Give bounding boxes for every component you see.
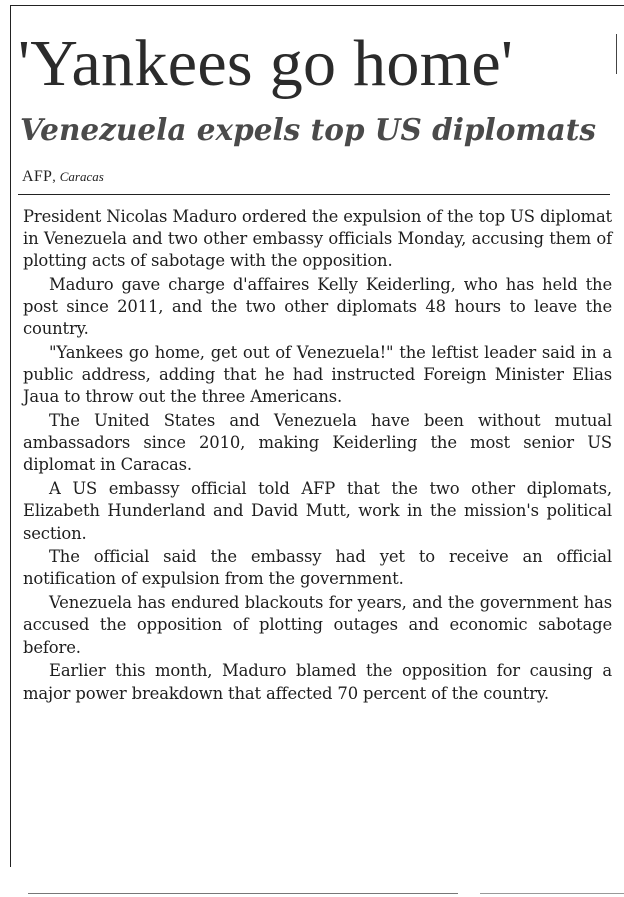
bottom-rule-left xyxy=(28,893,458,894)
paragraph: A US embassy official told AFP that the two other diplomats, Elizabeth Hunderland and David Mutt, work in the mission's political section. xyxy=(23,479,612,543)
subheadline: Venezuela expels top US diplomats xyxy=(20,112,596,147)
paragraph: Maduro gave charge d'affaires Kelly Keiderling, who has held the post since 2011, and the two other diplomats 48 hours to leave the country. xyxy=(23,275,612,339)
paragraph: Venezuela has endured blackouts for years, and the government has accused the opposition of plotting outages and economic sabotage before. xyxy=(23,593,612,657)
bottom-rule-right xyxy=(480,893,624,894)
byline-agency: AFP xyxy=(22,168,53,185)
byline-separator: , xyxy=(52,170,56,185)
byline xyxy=(22,168,104,186)
headline: 'Yankees go home' xyxy=(18,27,514,100)
paragraph: The United States and Venezuela have been without mutual ambassadors since 2010, making Keiderling the most senior US diplomat in Caracas. xyxy=(23,411,612,475)
byline-divider xyxy=(18,194,610,195)
paragraph: The official said the embassy had yet to receive an official notification of expulsion from the government. xyxy=(23,547,612,589)
article-body xyxy=(23,206,612,706)
left-column-rule xyxy=(10,5,11,867)
paragraph: President Nicolas Maduro ordered the expulsion of the top US diplomat in Venezuela and two other embassy officials Monday, accusing them of plotting acts of sabotage with the opposition. xyxy=(23,207,612,271)
byline-location: Caracas xyxy=(59,169,104,184)
paragraph: Earlier this month, Maduro blamed the opposition for causing a major power breakdown that affected 70 percent of the country. xyxy=(23,661,612,703)
top-border-rule xyxy=(10,5,624,6)
paragraph: "Yankees go home, get out of Venezuela!" the leftist leader said in a public address, adding that he had instructed Foreign Minister Elias Jaua to throw out the three Americans. xyxy=(23,343,612,407)
